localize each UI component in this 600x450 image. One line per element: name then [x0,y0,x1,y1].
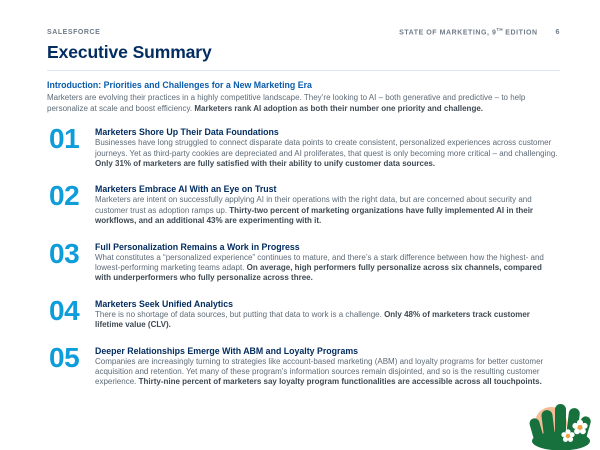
item-number: 05 [49,341,80,373]
item-number: 03 [49,237,80,269]
item-key-stat: Thirty-nine percent of marketers say loyalty program functionalities are accessible across all touchpoints. [138,377,542,387]
item-key-stat: Only 31% of marketers are fully satisfied with their ability to unify customer data sources. [95,158,436,168]
introduction-key-stat: Marketers rank AI adoption as both their number one priority and challenge. [194,103,484,113]
item-heading: Marketers Embrace AI With an Eye on Trust [95,184,277,195]
item-heading: Marketers Shore Up Their Data Foundations [95,127,279,138]
brand-label: SALESFORCE [47,29,101,37]
item-heading: Deeper Relationships Emerge With ABM and Loyalty Programs [95,345,359,356]
item-content [95,127,560,169]
item-body: There is no shortage of data sources, but putting that data to work is a challenge. Only 48% of marketers track customer lifetime value (CLV). [95,309,530,330]
item-body: Businesses have long struggled to connect disparate data points to create consistent, personalized experiences across customer journeys. Yet as third-party cookies are depreciated and AI proliferates, that quest is only becoming more critical – and challenging. Only 31% of marketers are fully satisfied with their ability to unify customer data sources. [95,138,558,168]
flower-icon [572,420,587,435]
list-item [47,237,560,284]
list-item [47,341,560,388]
bush-illustration [518,390,600,450]
item-key-stat: Only 48% of marketers track customer lifetime value (CLV). [95,309,530,330]
bush-illustration-svg [518,390,600,450]
introduction-heading: Introduction: Priorities and Challenges for a New Marketing Era [47,80,312,91]
item-heading: Marketers Seek Unified Analytics [95,298,234,309]
introduction-section [47,80,560,114]
page-title: Executive Summary [47,42,212,63]
introduction-body: Marketers are evolving their practices in a highly competitive landscape. They’re looking to AI – both generative and predictive – to help personalize at scale and boost efficiency. Marketers rank AI adoption as both their number one priority and challenge. [47,93,526,113]
item-number: 04 [49,294,80,326]
item-key-stat: Thirty-two percent of marketing organizations have fully implemented AI in their workflows, and an additional 43% are experimenting with it. [95,205,534,226]
page-header [47,27,560,36]
item-key-stat: On average, high performers fully personalize across six channels, compared with underperformers who fully personalize across three. [95,262,542,283]
list-item [47,180,560,226]
item-content [95,299,560,331]
item-body: Marketers are intent on successfully applying AI in their operations with the right data, but are concerned about security and customer trust as adoption ramps up. Thirty-two percent of marketing organizations have fully implemented AI in their workflows, and an additional 43% are experimenting with it. [95,195,534,226]
page-number: 6 [555,29,560,37]
report-meta [399,27,560,36]
list-item [47,123,560,169]
item-content [95,346,560,388]
item-content [95,184,560,226]
item-body: What constitutes a “personalized experience” continues to mature, and there’s a stark difference between how the highest- and lowest-performing marketing teams adapt. On average, high performers fully personalize across six channels, compared with underperformers who fully personalize across three. [95,252,544,283]
item-number: 02 [49,180,80,212]
title-divider [47,70,560,71]
summary-items-list [47,123,560,388]
report-title: STATE OF MARKETING, 9TH EDITION [399,27,538,37]
list-item [47,294,560,331]
item-body: Companies are increasingly turning to strategies like account-based marketing (ABM) and loyalty programs for better customer acquisition and retention. Yet many of these program’s information sources remain disjointed, and so is the resulting customer experience. Thirty-nine percent of marketers say loyalty program functionalities are accessible across all touchpoints. [95,356,544,387]
item-content [95,242,560,284]
ordinal-superscript: TH [496,27,503,32]
flower-icon [561,429,574,442]
bush-leaves [528,404,592,450]
item-heading: Full Personalization Remains a Work in Progress [95,241,300,252]
item-number: 01 [49,123,80,155]
peach-circle [535,407,567,439]
